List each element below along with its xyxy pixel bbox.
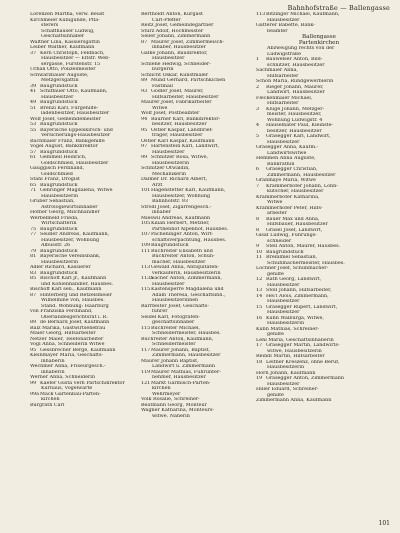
house-number: 93 <box>141 89 148 94</box>
entry-text: Gruber Sebastian, <box>30 199 75 204</box>
house-number: 37 <box>30 50 37 56</box>
entry-text: macher, Hausbesitzer <box>152 259 206 265</box>
entry-text: inhaber, Hausbesitzer <box>152 45 206 50</box>
entry-text: Beatmann Georg, Monteur <box>141 402 207 408</box>
entry-text: Maurer Josef, Zimmermeisch- <box>151 39 225 45</box>
entry-text: Seidler Andreas, Kaufmann, <box>40 232 110 237</box>
entry-text: Hausbesitzer <box>267 17 300 23</box>
entry-text: Krammerbofer Katharina, <box>256 194 320 200</box>
entry-text: Hausbesitzerin <box>41 193 79 199</box>
entry-text: Baugrundstück <box>151 243 189 248</box>
entry-text: Astrologiewirtsinhaber <box>41 204 98 210</box>
entry-text: Oberlandesgerichtsrat i. R. <box>41 314 108 320</box>
entry-text: Wirtschafterin <box>41 221 77 226</box>
entry-text: Hofner Georg, Milchhändler <box>30 210 100 215</box>
entry-text: Krammerbofer Johann, Lohn- <box>266 183 338 189</box>
house-number: 94 <box>141 116 148 122</box>
entry-text: Wagner Katharina, Monteurs- <box>141 408 215 413</box>
entry-text: Gemmell Heinrich, <box>40 155 87 160</box>
entry-text: Mund Gerhard, Partschkichen <box>151 78 226 83</box>
entry-text: Seidel Karl, Fotografen- <box>141 314 200 320</box>
entry-text: Netzer Maier, Telefonarbeiter <box>30 336 104 342</box>
house-number: 111 <box>141 248 151 254</box>
entry-text: Vogl Anna, Schneiderin Witwe <box>30 342 105 347</box>
entry-text: Gafke Johann, Baudirektor, <box>141 50 208 56</box>
house-number: 55 <box>30 127 37 133</box>
entry-text: Schaffhauser Ludwig, <box>41 28 95 34</box>
entry-text: Baugrundstück <box>266 249 304 255</box>
entry-text: Hausbesitzerin <box>41 259 79 265</box>
entry-text: Hilfsarbeiter <box>267 73 299 79</box>
entry-text: Schnitzer Rosa, Witwe, <box>151 155 208 160</box>
entry-text: Hilfsarbeiter <box>267 101 299 107</box>
column-left <box>30 12 137 408</box>
entry-text: Gauggisch Ferdinand, <box>30 166 85 171</box>
entry-text: Arzt <box>152 182 163 188</box>
house-number: 5 <box>256 134 260 140</box>
entry-text: Schlicht Oskar, Kunstmaler <box>141 72 209 78</box>
entry-text: Kastensperre Magdalena und <box>151 287 224 292</box>
entry-text: Breinlmel Sebastian, <box>266 255 318 261</box>
entry-text: Carl-Pfeffer <box>152 17 181 23</box>
entry-text: Hausbesitzer, Wohnung <box>41 237 100 243</box>
entry-text: Bischoff Karl sen., Kaufmann <box>30 287 102 292</box>
entry-text: sergasse, Fürstenstr. 15 <box>41 61 101 67</box>
entry-text: Sturz Adolf, Hochmeister <box>141 28 204 34</box>
entry-text: Walther Lina, Kassiersgattin <box>30 39 100 45</box>
entry-text: witwe, Näherin <box>152 413 190 419</box>
entry-text: Schnitzer Otwaldin, <box>141 166 190 171</box>
directory-entry-line <box>141 414 252 420</box>
entry-text: Adam Theresa, Geschäftsinh., <box>152 292 226 298</box>
entry-text: Leiber Walther, Kaufmann <box>30 45 95 50</box>
entry-text: Hausbesitzerin <box>267 365 305 371</box>
entry-text: Strodl Josef, Zigarrengesch.- <box>141 204 212 210</box>
entry-text: Hauselnater Paul, Kleinste- <box>266 123 334 129</box>
house-number: 51 <box>30 105 37 111</box>
entry-text: Sachmaier Anna, <box>256 68 298 74</box>
entry-text: Gehringer Magdalena, Witwe <box>40 188 113 193</box>
entry-text: Dalmer Dr. Richard Albert, <box>141 177 208 182</box>
entry-text: Vogel August, Bankdirektor <box>30 144 98 149</box>
house-number: 11 <box>256 255 263 261</box>
entry-text: inhaberin <box>41 358 65 364</box>
entry-text: Hiller Eduard, Schreiner- <box>256 387 319 393</box>
entry-text: Hausbesitzer, Wohnung <box>152 193 211 199</box>
entry-text: bürgerin <box>152 67 174 72</box>
house-number: 6 <box>256 167 260 173</box>
entry-text: Kilian Herbert, Metzler, <box>151 221 210 226</box>
entry-text: Abzweigung rechts von der <box>267 46 335 52</box>
entry-text: Ostler Kaspar, Landbrief- <box>151 127 213 133</box>
house-number: 99a <box>30 391 40 397</box>
entry-text: kutscher, Hausbesitzer <box>267 189 324 195</box>
house-number: 105 <box>141 221 151 226</box>
entry-text: Baugrundstück <box>40 182 78 188</box>
house-number: 99 <box>141 155 148 160</box>
house-number: 39 <box>30 83 37 89</box>
entry-text: Schön Maria, Rundgewerblerin <box>256 79 334 85</box>
column-middle <box>141 12 252 419</box>
entry-text: Hausbesitzerin <box>267 321 305 327</box>
house-number: 113 <box>141 265 151 270</box>
house-number: 15 <box>256 304 263 310</box>
entry-text: Wechmer Anna, Friseurgesch.- <box>30 364 106 369</box>
entry-text: Grasegger Rupert, Landwirt, <box>266 304 338 310</box>
house-number: 119 <box>141 369 151 375</box>
entry-text: Hausbesitzer <box>152 149 185 155</box>
entry-text: Kirchmeier Kunigunde, Pflä- <box>30 17 100 23</box>
entry-text: Kaefer Gusta verh Partschdirektor <box>40 380 125 386</box>
entry-text: meister, Hausbesitzer, <box>267 112 322 118</box>
entry-text: schneider <box>267 238 292 244</box>
house-number: 89 <box>141 78 148 83</box>
entry-text: und Kohlenhändler, Hausbes. <box>41 281 114 287</box>
entry-text: Hilfsarbeiter, Hausbesitzer <box>152 94 219 100</box>
entry-text: Maier Georg, Hilfsarbeiter <box>30 331 96 336</box>
house-number: 8 <box>256 216 260 222</box>
entry-text: Hilfsbauer, Hausbesitzer <box>267 222 328 228</box>
house-number: 115 <box>141 287 151 292</box>
entry-text: Reitz Josef, Gemeindegärtner <box>141 23 214 28</box>
entry-text: Pacheninger Anton, Wirt- <box>151 232 214 237</box>
entry-text: Grasel Josef, Landwirt, <box>266 227 323 233</box>
house-number: 49 <box>30 100 37 105</box>
house-number: 95 <box>141 127 148 133</box>
entry-text: Witwe <box>267 200 283 206</box>
house-number: 79 <box>30 248 37 254</box>
entry-text: ladenbesitzer, Hausbesitzer <box>41 111 110 116</box>
entry-text: besitzer, Hausbesitzer <box>267 128 322 134</box>
house-number: 121 <box>141 380 151 386</box>
entry-text: träger, Hausbesitzer <box>152 133 203 138</box>
entry-text: Landwirt, Hausbesitzer <box>267 90 325 96</box>
house-number: 115 <box>141 325 151 331</box>
entry-text: Hausbesitzer <box>267 139 300 145</box>
house-number: 10 <box>256 249 263 255</box>
house-number: 117 <box>141 347 151 353</box>
entry-text: kirchen <box>41 397 60 402</box>
entry-text: Lochner Josef, Schuhmacher- <box>256 266 329 272</box>
house-number: 89 <box>30 320 37 325</box>
directory-entry-line <box>256 398 382 404</box>
entry-text: Reindl Martin, Hilfsarbeiter <box>256 354 325 360</box>
entry-text: Baugrundstück <box>40 83 78 89</box>
entry-text: Bachmaier Franz, Bankgehilfe <box>30 138 105 144</box>
entry-text: Partenkirchen <box>298 40 340 47</box>
entry-text: Brenzi Karl, Fürgehilfe- <box>40 105 99 111</box>
house-number: 18 <box>256 359 263 365</box>
entry-text: Mechanikerin <box>152 171 187 177</box>
house-number: 65 <box>30 182 37 188</box>
entry-text: Leitner Kreszenz, ohne Beruf, <box>266 359 340 365</box>
entry-text: Mieswil Andreas, Kaufmann <box>141 215 211 221</box>
entry-text: Landwirtswitwe <box>267 150 307 156</box>
entry-text: Grahmaye Maria, Witwe <box>256 178 316 184</box>
entry-text: verkäuferin, Hausbesitzerin <box>152 270 221 276</box>
entry-text: Buchreiter Michael, <box>151 325 201 331</box>
house-number: 3 <box>256 106 260 112</box>
entry-text: Bischoff Karl jr., Kaufmann <box>40 276 107 281</box>
entry-text: Hinterberg und Retzelsmeier <box>40 292 112 298</box>
house-number: 19 <box>256 376 263 382</box>
house-number: 17 <box>256 343 263 349</box>
entry-text: kirchen <box>152 386 171 391</box>
entry-text: witwe, Hausbesitzerin <box>267 348 322 354</box>
entry-text: Goldschmied, Hausbesitzer <box>41 160 109 166</box>
entry-text: Baugrundstück <box>40 100 78 105</box>
entry-text: Hausbesitzer <box>267 310 300 316</box>
entry-text: Schwarzbauer Auguste, <box>30 72 89 78</box>
entry-text: Hausbesitzer <box>267 299 300 305</box>
house-number: 1 <box>256 57 260 63</box>
entry-text: Kleinmayer Maria, Geschäfts- <box>30 353 104 358</box>
entry-text: Lehl Maria, Geschäftsinhaberin <box>256 337 334 343</box>
house-number: 77 <box>30 232 37 237</box>
entry-text: Maurer Johann Baptist, <box>141 358 199 364</box>
entry-text: Geschäftsinhaber <box>41 34 85 39</box>
entry-text: nehmer, Hausbesitzer <box>152 375 206 380</box>
house-number: 109 <box>141 243 151 248</box>
entry-text: Bahnhofstr. 93 <box>152 199 188 204</box>
entry-text: schnitzer, Hausbesitzer <box>267 62 325 68</box>
entry-text: Gödler Josef, Maurer, <box>151 89 204 94</box>
entry-text: Parthenhof Alpenhof, Hausbes. <box>152 226 229 232</box>
house-number: 57 <box>30 149 37 155</box>
entry-text: Baugrundstück <box>40 270 78 276</box>
entry-text: Kern Christoph, Feldbach, <box>40 50 105 56</box>
house-number: 4 <box>256 123 260 129</box>
entry-text: gehilfe <box>267 392 284 398</box>
entry-text: Ludwigstraße <box>267 51 301 57</box>
entry-text: Baugrundstück <box>40 122 78 127</box>
entry-text: Grasegger Karl, Landwirt, <box>266 134 331 140</box>
entry-text: Fleckenmaier Michael, <box>256 95 313 101</box>
entry-text: Gisaf Ludwig, Führungs- <box>256 233 317 239</box>
entry-text: Mack Gartenbau-Parten- <box>40 391 101 397</box>
entry-text: Schiffauer Otto, Kaufmann, <box>40 89 108 94</box>
entry-text: Sacher Anton, Zimmermann, <box>151 276 222 281</box>
entry-text: Albusstr. 26 <box>41 243 71 248</box>
entry-text: Grasegger Anton, Zimmermann <box>266 376 345 382</box>
entry-text: Lorenzen Martha, verw. Beust <box>30 12 105 17</box>
entry-text: Hei'l Alois, Zimmermann, <box>266 293 329 299</box>
entry-text: Versicherungs-Hausbesitzer <box>41 133 111 138</box>
entry-text: von Franziska Ferdinand, <box>30 309 93 314</box>
entry-text: Wehrmeyer <box>152 391 181 397</box>
house-number: 97 <box>141 144 148 149</box>
entry-text: Horn Johann, Kaufmann <box>256 370 316 376</box>
entry-text: Gewald Anna, Antiquitäten- <box>151 265 219 270</box>
house-number: 2 <box>256 84 260 90</box>
house-number: 41 <box>30 89 37 94</box>
entry-text: Bayerische Eppelskirsch- und <box>40 127 113 133</box>
entry-text: Hausbesitzer <box>267 381 300 387</box>
house-number: 85 <box>30 276 37 281</box>
entry-text: Stell Anton, Maurer, Hausbes. <box>266 244 341 250</box>
entry-text: Kurhaus, Vogelwarte <box>41 386 93 391</box>
house-number: 113 <box>256 12 266 17</box>
house-number: 16 <box>256 315 263 321</box>
entry-text: de Bernard Josef, Kaufmann <box>40 320 110 325</box>
entry-text: Wilhelmine von, Hausbes. <box>41 298 105 303</box>
entry-text: Bauer Max und Anna, <box>266 216 320 222</box>
entry-text: Wohnung Ludwigstr. 4 <box>267 117 323 123</box>
entry-text: Schuhmachermeister, Hausbes. <box>267 260 345 266</box>
entry-text: Schneidermeister <box>152 342 196 347</box>
entry-text: geschäftsinhaber <box>152 320 195 325</box>
entry-text: Rieger Johann, Maurer, <box>266 84 324 90</box>
entry-text: Barrbeiter Josef, Geschäfts- <box>141 303 209 309</box>
entry-text: Volk Rosalie, Schreiner- <box>141 397 200 402</box>
entry-text: Kluge Johann, Metzger- <box>266 106 325 112</box>
column-right <box>256 12 382 404</box>
entry-text: Kuhn Mathias, Schreiner- <box>256 326 320 332</box>
entry-text: arbeiter <box>267 211 287 217</box>
entry-text: Balz Marika, Gastwirtsehefrau <box>30 325 106 331</box>
entry-text: Hausbesitzerinnen <box>152 298 199 303</box>
entry-text: Baugrundstück <box>40 226 78 232</box>
entry-text: Schneidermeister, Hausbes. <box>152 331 221 336</box>
house-number: 87 <box>30 292 37 298</box>
house-number: 7 <box>256 183 260 189</box>
house-number: 81 <box>30 254 37 259</box>
house-number: 53 <box>30 122 37 127</box>
entry-text: inhaber <box>152 210 171 215</box>
entry-text: Grasegger Anna, Kaufm.- <box>256 145 319 151</box>
entry-text: Metzgersgattin <box>41 78 79 83</box>
house-number: 71 <box>30 188 37 193</box>
entry-text: Fastmail <box>152 83 173 89</box>
entry-text: Gatterer Babette, Bank- <box>256 23 315 28</box>
entry-text: Urban Otto, Polizeimeister <box>30 67 96 72</box>
house-number: 12 <box>256 277 263 283</box>
entry-text: Gessbrecher Berge, Kaufmann <box>40 347 116 353</box>
entry-text: Hagenstetter Karl, Kaufmann, <box>151 188 226 193</box>
house-number: 61 <box>30 155 37 160</box>
entry-text: Ballengasse <box>302 34 336 40</box>
entry-text: Hartenstein Karl, Landwirt, <box>151 144 220 149</box>
entry-text: Krammerhofer Peter, Hilfs- <box>256 205 323 211</box>
entry-text: Hausbesitzer <box>267 282 300 288</box>
entry-text: Maurer Johann, Baptist, <box>151 347 211 353</box>
house-number: 95 <box>30 347 37 353</box>
entry-text: Goldschmied <box>41 171 73 177</box>
entry-text: Baurner Karl, Bankdirektor- <box>151 116 221 122</box>
entry-text: Stahl Franz, Drogist <box>30 177 80 182</box>
entry-text: Zimmermann Anna, Kaufmann <box>256 398 332 404</box>
entry-text: Schlehe Hedwig, Schneider- <box>141 61 211 67</box>
entry-text: Werbelmeld Frieda, <box>30 215 79 221</box>
house-number: 107 <box>141 232 151 237</box>
entry-text: Bertholdt Anton, Kurgast <box>141 12 203 17</box>
entry-text: Stoll Johann, Hilfsarbeiter, <box>266 288 332 294</box>
entry-text: Hausbesitzer — Eltstr. Web- <box>41 56 110 61</box>
entry-text: Bankrathin <box>267 161 295 167</box>
entry-text: Burgrath Carl <box>30 402 65 408</box>
entry-text: führer <box>152 309 168 314</box>
house-number: 14 <box>256 293 263 299</box>
entry-text: Maurer Mathias, Fuhrunter- <box>151 369 221 375</box>
house-number: 87 <box>141 39 148 45</box>
entry-text: Hausbesitzer <box>41 94 74 100</box>
entry-text: gehilfe <box>267 271 284 277</box>
entry-text: inhaberin <box>41 369 65 375</box>
entry-text: Witwe <box>152 105 168 111</box>
entry-text: Bayerische Vereinsbank, <box>40 254 101 259</box>
entry-text: Hemmen Anna Auguste, <box>256 156 316 162</box>
house-number: 75 <box>30 226 37 232</box>
entry-text: Buchreiter Elisabeth und <box>151 248 213 254</box>
entry-text: Landwirt u. Zimmermann <box>152 364 216 369</box>
entry-text: Markt Garmisch-Parten- <box>151 380 211 386</box>
entry-text: Kuhn Walburga, Witwe, <box>266 315 324 321</box>
house-number: 83 <box>30 270 37 276</box>
entry-text: Grasegger Martin, Landwirts- <box>266 343 340 349</box>
entry-text: schaftsverpachtung, Hausbes. <box>152 237 227 243</box>
entry-text: gehilfe <box>267 332 284 338</box>
entry-text: Buchreiter Anton, Schuh- <box>152 254 215 259</box>
entry-text: Bauwelser Anton, Bild- <box>266 57 323 63</box>
entry-text: Zimmermann, Hausbesitzer <box>267 172 336 178</box>
entry-text: sterers <box>41 23 59 28</box>
page-number: 101 <box>378 520 390 527</box>
entry-text: Wolf Josef, Gemeindemeister <box>30 116 101 122</box>
entry-text: Hausbesitzerin <box>152 160 190 166</box>
house-number: 13 <box>256 288 263 294</box>
entry-text: Stand. Wohnung: Haarburg <box>41 303 109 309</box>
entry-text: Ostler Karl Kaspar, Kaufmann <box>141 138 215 144</box>
entry-text: Seiler Johann, Zimmermann <box>141 34 211 39</box>
entry-text: Wolf Josef, Postbeamter <box>141 111 200 116</box>
entry-text: Maurer Josef, Fabrikarbeiter <box>141 100 212 105</box>
entry-text: Grasegger Christian, <box>266 167 318 173</box>
entry-text: Baugrundstück <box>40 149 78 155</box>
entry-text: Werner Anna, Schneiderin <box>30 375 95 380</box>
entry-text: beamter <box>267 28 288 34</box>
house-number: 101 <box>141 188 151 193</box>
entry-text: Rath Georg, Landwirt, <box>266 277 322 283</box>
entry-text: Hausbesitzer <box>152 281 185 287</box>
entry-text: Buchreiter Anton, Kaufmann, <box>141 336 214 342</box>
entry-text: besitzer, Hausbesitzer <box>152 122 207 127</box>
entry-text: Hausbesitzer <box>152 56 185 61</box>
running-header: Bahnhofstraße — Ballengasse <box>287 4 390 12</box>
house-number: 113a <box>141 276 154 281</box>
house-number: 99 <box>30 380 37 386</box>
directory-entry-line <box>30 403 137 409</box>
entry-text: Adler Richard, Kassierer <box>30 265 91 270</box>
entry-text: Baugrundstück <box>40 248 78 254</box>
entry-text: Bitzinger Michael, Kaufmann, <box>266 12 340 17</box>
entry-text: Zimmermann, Hausbesitzer <box>152 353 221 358</box>
house-number: 9 <box>256 244 260 250</box>
house-number: 8 <box>256 227 260 233</box>
